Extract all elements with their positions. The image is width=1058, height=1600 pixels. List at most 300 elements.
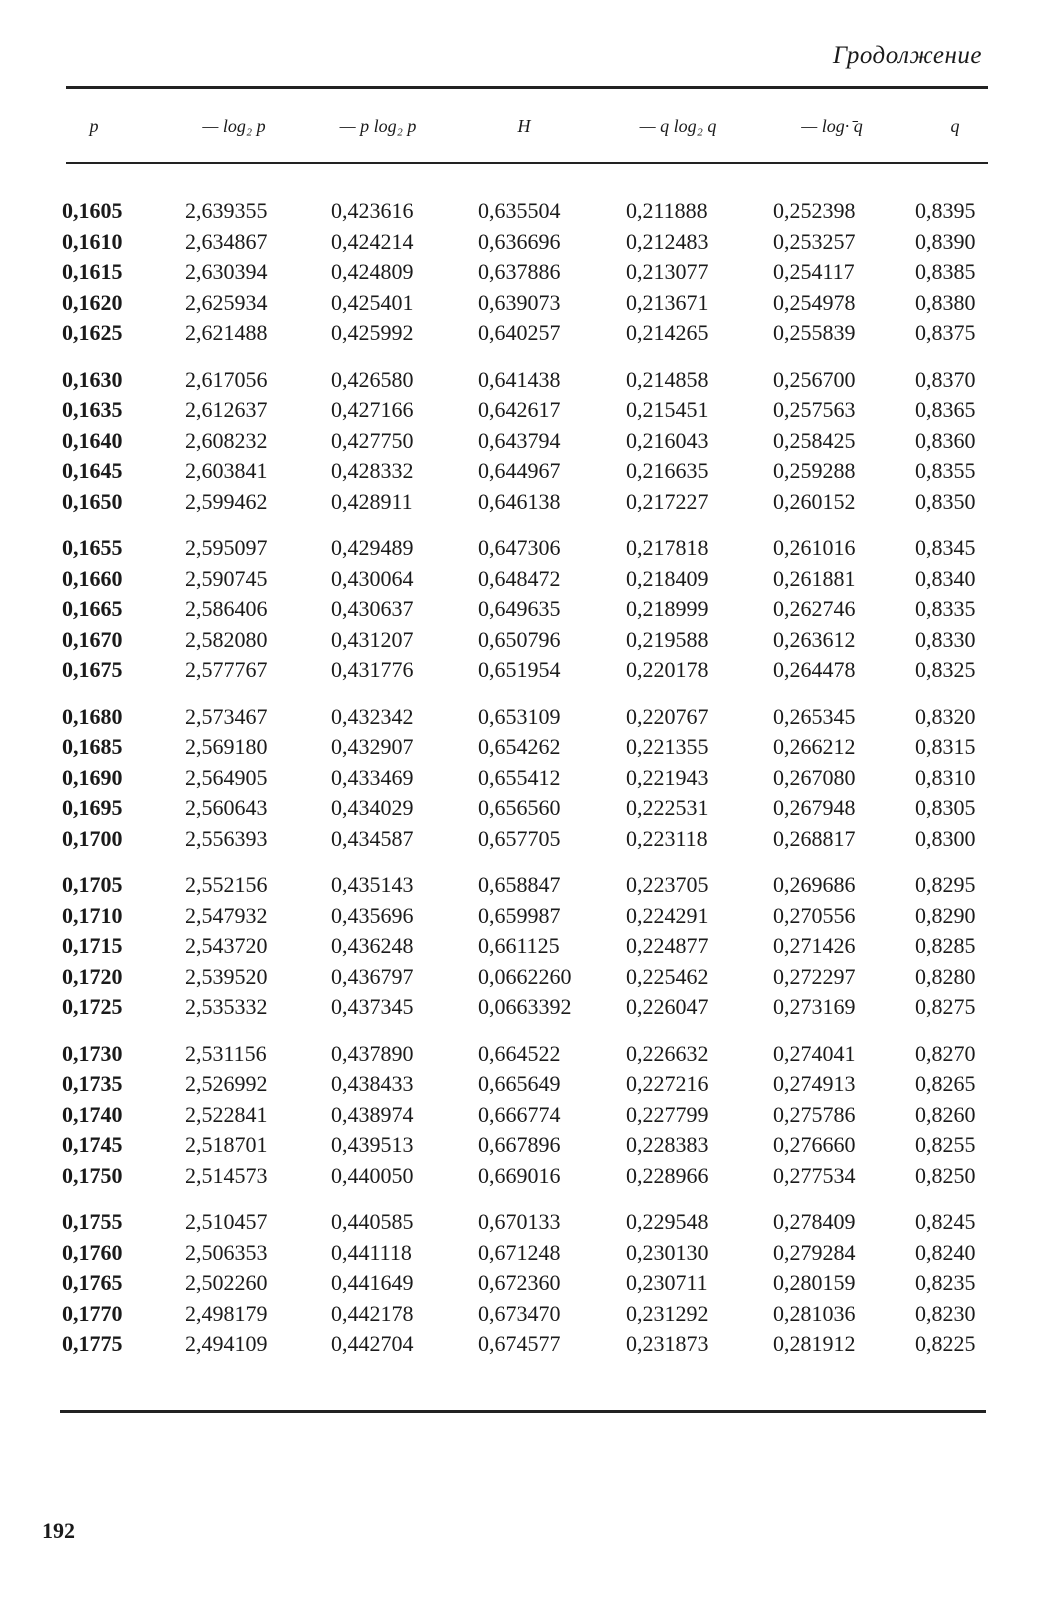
cell-p: 0,1715 [62,933,123,958]
table-row [0,824,1058,855]
table-row [0,395,1058,426]
header-neg-p-log2-p: — p log₂ p [339,116,417,136]
continuation-label: Гродолжение [832,42,982,69]
cell-q: 0,8325 [915,657,976,682]
cell-neg-log2-q: 0,256700 [773,366,856,392]
cell-neg-q-log2-q: 0,229548 [626,1209,709,1234]
table-row [0,962,1058,993]
cell-neg-log2-p: 2,573467 [185,703,268,729]
cell-neg-log2-q: 0,279284 [773,1239,856,1265]
cell-neg-log2-q: 0,259288 [773,458,856,483]
table-row [0,594,1058,625]
cell-h: 0,0662260 [478,963,572,989]
table-row [0,564,1058,595]
cell-q: 0,8345 [915,535,976,560]
cell-p: 0,1755 [62,1209,123,1234]
table-row [0,1207,1058,1238]
cell-neg-log2-p: 2,608232 [185,427,268,453]
table-row [0,870,1058,901]
cell-neg-p-log2-p: 0,442704 [331,1331,414,1356]
table-row [0,1039,1058,1070]
cell-neg-q-log2-q: 0,221943 [626,764,709,790]
cell-neg-log2-p: 2,502260 [185,1270,268,1295]
cell-h: 0,670133 [478,1209,561,1234]
cell-neg-p-log2-p: 0,427750 [331,427,414,453]
cell-neg-q-log2-q: 0,227799 [626,1101,709,1127]
cell-p: 0,1710 [62,902,123,928]
cell-q: 0,8385 [915,259,976,284]
cell-neg-log2-p: 2,599462 [185,488,268,514]
cell-neg-q-log2-q: 0,215451 [626,397,709,422]
cell-q: 0,8285 [915,933,976,958]
cell-neg-log2-q: 0,271426 [773,933,856,958]
cell-p: 0,1745 [62,1132,123,1157]
cell-neg-q-log2-q: 0,231873 [626,1331,709,1356]
table-row [0,288,1058,319]
cell-neg-p-log2-p: 0,440050 [331,1162,414,1188]
cell-neg-q-log2-q: 0,220767 [626,703,709,729]
cell-neg-log2-q: 0,274913 [773,1071,856,1096]
table-row [0,426,1058,457]
cell-h: 0,635504 [478,198,561,223]
cell-neg-log2-p: 2,603841 [185,458,268,483]
header-h: H [517,116,531,136]
cell-p: 0,1620 [62,289,123,315]
cell-h: 0,646138 [478,488,561,514]
cell-q: 0,8235 [915,1270,976,1295]
cell-neg-log2-q: 0,261881 [773,565,856,591]
cell-neg-log2-p: 2,586406 [185,596,268,621]
header-neg-log2-q: — log· ̄q [801,116,863,136]
cell-neg-p-log2-p: 0,436797 [331,963,414,989]
cell-neg-p-log2-p: 0,432907 [331,734,414,759]
cell-p: 0,1705 [62,872,123,897]
header-q: q [950,116,960,136]
cell-q: 0,8270 [915,1040,976,1066]
cell-p: 0,1605 [62,198,123,223]
cell-neg-log2-q: 0,262746 [773,596,856,621]
cell-neg-log2-p: 2,498179 [185,1300,268,1326]
cell-neg-p-log2-p: 0,434029 [331,795,414,820]
table-header [0,116,1058,146]
cell-neg-log2-q: 0,260152 [773,488,856,514]
cell-h: 0,653109 [478,703,561,729]
cell-h: 0,659987 [478,902,561,928]
cell-neg-q-log2-q: 0,217818 [626,535,709,560]
cell-p: 0,1665 [62,596,123,621]
cell-h: 0,640257 [478,320,561,345]
cell-q: 0,8335 [915,596,976,621]
table-top-rule [66,86,988,89]
cell-h: 0,643794 [478,427,561,453]
cell-h: 0,669016 [478,1162,561,1188]
cell-neg-p-log2-p: 0,435696 [331,902,414,928]
cell-p: 0,1630 [62,366,123,392]
cell-neg-p-log2-p: 0,435143 [331,872,414,897]
cell-neg-q-log2-q: 0,211888 [626,198,708,223]
cell-h: 0,656560 [478,795,561,820]
cell-neg-p-log2-p: 0,431776 [331,657,414,682]
cell-neg-log2-p: 2,506353 [185,1239,268,1265]
cell-neg-log2-q: 0,280159 [773,1270,856,1295]
cell-q: 0,8290 [915,902,976,928]
cell-neg-log2-p: 2,621488 [185,320,268,345]
header-neg-log2-p: — log₂ p [202,116,266,136]
cell-q: 0,8340 [915,565,976,591]
cell-q: 0,8280 [915,963,976,989]
cell-p: 0,1660 [62,565,123,591]
table-row [0,196,1058,227]
cell-p: 0,1770 [62,1300,123,1326]
row-group [0,1207,1058,1360]
cell-neg-log2-q: 0,263612 [773,626,856,652]
cell-q: 0,8255 [915,1132,976,1157]
cell-neg-q-log2-q: 0,213671 [626,289,709,315]
cell-neg-p-log2-p: 0,434587 [331,825,414,851]
cell-p: 0,1670 [62,626,123,652]
cell-p: 0,1775 [62,1331,123,1356]
cell-q: 0,8260 [915,1101,976,1127]
cell-neg-log2-q: 0,269686 [773,872,856,897]
cell-neg-p-log2-p: 0,432342 [331,703,414,729]
cell-p: 0,1655 [62,535,123,560]
table-row [0,931,1058,962]
cell-neg-p-log2-p: 0,441118 [331,1239,412,1265]
cell-neg-log2-p: 2,547932 [185,902,268,928]
cell-p: 0,1720 [62,963,123,989]
cell-neg-log2-q: 0,258425 [773,427,856,453]
cell-h: 0,657705 [478,825,561,851]
cell-p: 0,1680 [62,703,123,729]
cell-h: 0,639073 [478,289,561,315]
cell-neg-p-log2-p: 0,440585 [331,1209,414,1234]
cell-neg-q-log2-q: 0,214858 [626,366,709,392]
cell-neg-log2-p: 2,634867 [185,228,268,254]
cell-p: 0,1760 [62,1239,123,1265]
cell-neg-log2-p: 2,564905 [185,764,268,790]
cell-neg-q-log2-q: 0,216635 [626,458,709,483]
cell-q: 0,8365 [915,397,976,422]
table-row [0,992,1058,1023]
cell-q: 0,8395 [915,198,976,223]
cell-neg-log2-q: 0,264478 [773,657,856,682]
cell-q: 0,8350 [915,488,976,514]
cell-neg-log2-p: 2,514573 [185,1162,268,1188]
cell-h: 0,666774 [478,1101,561,1127]
cell-neg-log2-p: 2,612637 [185,397,268,422]
table-row [0,732,1058,763]
cell-p: 0,1695 [62,795,123,820]
cell-h: 0,648472 [478,565,561,591]
row-group [0,196,1058,349]
table-row [0,257,1058,288]
cell-neg-p-log2-p: 0,430637 [331,596,414,621]
cell-neg-log2-q: 0,272297 [773,963,856,989]
cell-neg-log2-q: 0,253257 [773,228,856,254]
cell-neg-p-log2-p: 0,425992 [331,320,414,345]
cell-neg-log2-q: 0,275786 [773,1101,856,1127]
cell-p: 0,1750 [62,1162,123,1188]
cell-q: 0,8305 [915,795,976,820]
cell-p: 0,1675 [62,657,123,682]
cell-neg-log2-p: 2,577767 [185,657,268,682]
cell-neg-log2-q: 0,268817 [773,825,856,851]
cell-p: 0,1625 [62,320,123,345]
cell-neg-log2-p: 2,582080 [185,626,268,652]
cell-h: 0,661125 [478,933,560,958]
cell-neg-log2-q: 0,267080 [773,764,856,790]
cell-neg-log2-p: 2,639355 [185,198,268,223]
cell-neg-p-log2-p: 0,433469 [331,764,414,790]
cell-h: 0,672360 [478,1270,561,1295]
table-row [0,1130,1058,1161]
cell-neg-q-log2-q: 0,221355 [626,734,709,759]
cell-p: 0,1735 [62,1071,123,1096]
cell-neg-q-log2-q: 0,224877 [626,933,709,958]
table-row [0,1238,1058,1269]
cell-neg-q-log2-q: 0,222531 [626,795,709,820]
cell-p: 0,1650 [62,488,123,514]
cell-q: 0,8390 [915,228,976,254]
cell-neg-q-log2-q: 0,218999 [626,596,709,621]
table-row [0,625,1058,656]
cell-neg-q-log2-q: 0,226047 [626,994,709,1019]
row-group [0,1039,1058,1192]
table-row [0,318,1058,349]
cell-h: 0,654262 [478,734,561,759]
cell-neg-log2-q: 0,266212 [773,734,856,759]
cell-h: 0,667896 [478,1132,561,1157]
cell-neg-log2-q: 0,270556 [773,902,856,928]
cell-neg-log2-p: 2,556393 [185,825,268,851]
cell-q: 0,8300 [915,825,976,851]
cell-q: 0,8380 [915,289,976,315]
cell-neg-q-log2-q: 0,225462 [626,963,709,989]
cell-neg-q-log2-q: 0,212483 [626,228,709,254]
cell-h: 0,674577 [478,1331,561,1356]
cell-neg-log2-p: 2,510457 [185,1209,268,1234]
cell-neg-log2-q: 0,254978 [773,289,856,315]
page-number: 192 [42,1518,75,1543]
cell-neg-log2-q: 0,254117 [773,259,855,284]
cell-h: 0,649635 [478,596,561,621]
cell-h: 0,651954 [478,657,561,682]
cell-neg-p-log2-p: 0,441649 [331,1270,414,1295]
cell-p: 0,1610 [62,228,123,254]
table-header-rule [66,162,988,164]
cell-neg-q-log2-q: 0,217227 [626,488,709,514]
cell-p: 0,1740 [62,1101,123,1127]
table-row [0,1069,1058,1100]
cell-neg-q-log2-q: 0,218409 [626,565,709,591]
cell-neg-q-log2-q: 0,228383 [626,1132,709,1157]
cell-neg-q-log2-q: 0,223705 [626,872,709,897]
table-row [0,901,1058,932]
cell-p: 0,1725 [62,994,123,1019]
cell-neg-log2-p: 2,569180 [185,734,268,759]
cell-h: 0,644967 [478,458,561,483]
table-row [0,763,1058,794]
cell-h: 0,658847 [478,872,561,897]
cell-neg-log2-p: 2,522841 [185,1101,268,1127]
row-group [0,533,1058,686]
cell-neg-log2-p: 2,518701 [185,1132,268,1157]
cell-neg-log2-q: 0,278409 [773,1209,856,1234]
cell-neg-q-log2-q: 0,228966 [626,1162,709,1188]
cell-p: 0,1640 [62,427,123,453]
cell-neg-p-log2-p: 0,424214 [331,228,414,254]
cell-p: 0,1615 [62,259,123,284]
cell-q: 0,8230 [915,1300,976,1326]
cell-h: 0,642617 [478,397,561,422]
table-row [0,227,1058,258]
cell-p: 0,1730 [62,1040,123,1066]
cell-neg-p-log2-p: 0,428911 [331,488,413,514]
cell-q: 0,8355 [915,458,976,483]
cell-p: 0,1635 [62,397,123,422]
cell-p: 0,1645 [62,458,123,483]
cell-h: 0,664522 [478,1040,561,1066]
cell-neg-q-log2-q: 0,230130 [626,1239,709,1265]
cell-neg-q-log2-q: 0,226632 [626,1040,709,1066]
cell-neg-log2-p: 2,535332 [185,994,268,1019]
cell-neg-p-log2-p: 0,425401 [331,289,414,315]
cell-q: 0,8360 [915,427,976,453]
cell-neg-p-log2-p: 0,439513 [331,1132,414,1157]
cell-h: 0,671248 [478,1239,561,1265]
cell-p: 0,1765 [62,1270,123,1295]
cell-neg-log2-q: 0,274041 [773,1040,856,1066]
cell-q: 0,8245 [915,1209,976,1234]
cell-h: 0,655412 [478,764,561,790]
cell-p: 0,1685 [62,734,123,759]
cell-neg-log2-p: 2,590745 [185,565,268,591]
row-group [0,870,1058,1023]
cell-neg-log2-q: 0,281036 [773,1300,856,1326]
cell-p: 0,1690 [62,764,123,790]
table-row [0,1161,1058,1192]
cell-h: 0,636696 [478,228,561,254]
cell-neg-log2-q: 0,281912 [773,1331,856,1356]
cell-q: 0,8295 [915,872,976,897]
cell-neg-q-log2-q: 0,216043 [626,427,709,453]
cell-neg-log2-p: 2,552156 [185,872,268,897]
cell-neg-p-log2-p: 0,431207 [331,626,414,652]
cell-h: 0,641438 [478,366,561,392]
cell-p: 0,1700 [62,825,123,851]
cell-neg-p-log2-p: 0,436248 [331,933,414,958]
cell-q: 0,8310 [915,764,976,790]
cell-neg-p-log2-p: 0,442178 [331,1300,414,1326]
cell-h: 0,647306 [478,535,561,560]
table-row [0,793,1058,824]
cell-q: 0,8370 [915,366,976,392]
cell-h: 0,665649 [478,1071,561,1096]
cell-neg-log2-p: 2,543720 [185,933,268,958]
cell-neg-p-log2-p: 0,437890 [331,1040,414,1066]
cell-q: 0,8265 [915,1071,976,1096]
cell-q: 0,8320 [915,703,976,729]
cell-q: 0,8315 [915,734,976,759]
cell-neg-q-log2-q: 0,223118 [626,825,708,851]
cell-neg-log2-q: 0,261016 [773,535,856,560]
cell-neg-p-log2-p: 0,424809 [331,259,414,284]
cell-neg-log2-p: 2,560643 [185,795,268,820]
cell-neg-log2-p: 2,625934 [185,289,268,315]
cell-neg-log2-p: 2,595097 [185,535,268,560]
row-group [0,702,1058,855]
cell-neg-log2-q: 0,255839 [773,320,856,345]
table-row [0,487,1058,518]
table-row [0,1268,1058,1299]
cell-neg-log2-q: 0,257563 [773,397,856,422]
cell-h: 0,0663392 [478,994,572,1019]
cell-q: 0,8375 [915,320,976,345]
cell-neg-log2-q: 0,267948 [773,795,856,820]
cell-neg-q-log2-q: 0,231292 [626,1300,709,1326]
cell-neg-q-log2-q: 0,227216 [626,1071,709,1096]
cell-neg-log2-p: 2,531156 [185,1040,267,1066]
cell-neg-p-log2-p: 0,429489 [331,535,414,560]
cell-neg-q-log2-q: 0,219588 [626,626,709,652]
cell-neg-log2-q: 0,273169 [773,994,856,1019]
cell-neg-p-log2-p: 0,438974 [331,1101,414,1127]
header-p: p [89,116,99,136]
table-row [0,1100,1058,1131]
cell-neg-log2-p: 2,539520 [185,963,268,989]
cell-h: 0,650796 [478,626,561,652]
cell-neg-p-log2-p: 0,438433 [331,1071,414,1096]
table-row [0,702,1058,733]
row-group [0,365,1058,518]
cell-neg-log2-p: 2,630394 [185,259,268,284]
cell-neg-p-log2-p: 0,423616 [331,198,414,223]
cell-neg-q-log2-q: 0,224291 [626,902,709,928]
cell-q: 0,8225 [915,1331,976,1356]
cell-neg-q-log2-q: 0,230711 [626,1270,708,1295]
cell-neg-log2-p: 2,494109 [185,1331,268,1356]
cell-neg-p-log2-p: 0,427166 [331,397,414,422]
cell-neg-q-log2-q: 0,214265 [626,320,709,345]
cell-neg-log2-q: 0,252398 [773,198,856,223]
table-row [0,655,1058,686]
table-row [0,533,1058,564]
table-row [0,1299,1058,1330]
cell-neg-log2-q: 0,276660 [773,1132,856,1157]
cell-h: 0,637886 [478,259,561,284]
cell-neg-p-log2-p: 0,426580 [331,366,414,392]
cell-neg-q-log2-q: 0,220178 [626,657,709,682]
cell-neg-p-log2-p: 0,430064 [331,565,414,591]
table-body [0,196,1058,1376]
cell-neg-log2-q: 0,277534 [773,1162,856,1188]
cell-neg-log2-p: 2,617056 [185,366,268,392]
table-bottom-rule [60,1410,986,1413]
header-neg-q-log2-q: — q log₂ q [639,116,717,136]
cell-q: 0,8250 [915,1162,976,1188]
cell-neg-p-log2-p: 0,437345 [331,994,414,1019]
cell-q: 0,8275 [915,994,976,1019]
table-row [0,1329,1058,1360]
cell-q: 0,8330 [915,626,976,652]
cell-neg-log2-q: 0,265345 [773,703,856,729]
cell-neg-q-log2-q: 0,213077 [626,259,709,284]
cell-neg-log2-p: 2,526992 [185,1071,268,1096]
table-row [0,456,1058,487]
cell-h: 0,673470 [478,1300,561,1326]
cell-neg-p-log2-p: 0,428332 [331,458,414,483]
table-row [0,365,1058,396]
